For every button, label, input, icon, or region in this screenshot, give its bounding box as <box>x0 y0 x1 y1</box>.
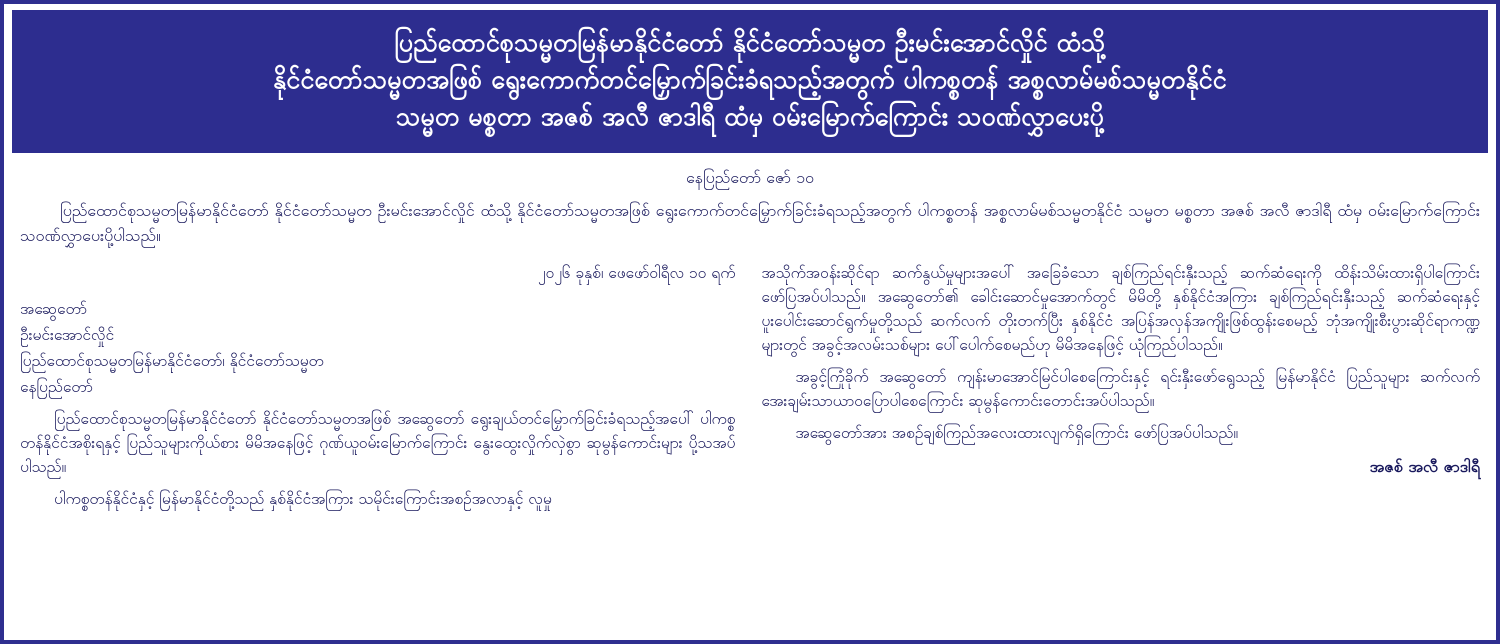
left-paragraph-2-text: ပါကစ္စတန်နိုင်ငံနှင့် မြန်မာနိုင်ငံတို့သည် နှစ်နိုင်ငံအကြား သမိုင်းကြောင်းအစဉ်အလာနှင့် လူမှု <box>54 489 552 508</box>
headline-line-1: ပြည်ထောင်စုသမ္မတမြန်မာနိုင်ငံတော် နိုင်ငံတော်သမ္မတ ဦးမင်းအောင်လှိုင် ထံသို့ <box>394 28 1106 57</box>
body-columns <box>20 261 1480 511</box>
letter-date: ၂၀၂၆ ခုနှစ်၊ ဖေဖော်၀ါရီလ ၁၀ ရက် <box>537 263 736 282</box>
signature-name: အဇစ် အလီ ဇာဒါရီ <box>1369 456 1480 476</box>
lead-text: ပြည်ထောင်စုသမ္မတမြန်မာနိုင်ငံတော် နိုင်ငံတော်သမ္မတ ဦးမင်းအောင်လှိုင် ထံသို့ နိုင်ငံတော်သမ္မတအဖြစ် ရွေးကောက်တင်မြှောက်ခြင်းခံရသည့်အတွက် ပါကစ္စတန် အစ္စလာမ်မစ်သမ္မတနိုင်ငံ သမ္မတ မစ္စတာ အဇစ် အလီ ဇာဒါရီ ထံမှ ဝမ်းမြောက်ကြောင်း သဝဏ်လွှာပေးပို့ပါသည်။ <box>20 201 1480 245</box>
recipient-place: နေပြည်တော် <box>20 377 93 396</box>
headline-line-3: သမ္မတ မစ္စတာ အဇစ် အလီ ဇာဒါရီ ထံမှ ဝမ်းမြောက်ကြောင်း သဝဏ်လွှာပေးပို့ <box>396 102 1104 131</box>
letter-salutation: အဆွေတော် <box>20 299 87 318</box>
right-paragraph-2 <box>761 365 1480 413</box>
recipient-title: ပြည်ထောင်စုသမ္မတမြန်မာနိုင်ငံတော်၊ နိုင်ငံတော်သမ္မတ <box>20 351 324 370</box>
right-paragraph-1-text: အသိုက်အဝန်းဆိုင်ရာ ဆက်နွယ်မှုများအပေါ် အခြေခံသော ချစ်ကြည်ရင်းနှီးသည့် ဆက်ဆံရေးကို ထိန်းသိမ်းထားရှိပါကြောင်း ဖော်ပြအပ်ပါသည်။ အဆွေတော်၏ ခေါင်းဆောင်မှုအောက်တွင် မိမိတို့ နှစ်နိုင်ငံအကြား ချစ်ကြည်ရင်းနှီးသည့် ဆက်ဆံရေးနှင့် ပူးပေါင်းဆောင်ရွက်မှုတို့သည် ဆက်လက် တိုးတက်ပြီး နှစ်နိုင်ငံ အပြန်အလှန်အကျိုးဖြစ်ထွန်းစေမည့် ဘုံအကျိုးစီးပွားဆိုင်ရာကဏ္ဍများတွင် အခွင့်အလမ်းသစ်များ ပေါ်ပေါက်စေမည်ဟု မိမိအနေဖြင့် ယုံကြည်ပါသည်။ <box>761 263 1480 354</box>
right-paragraph-3-text: အဆွေတော်အား အစဉ်ချစ်ကြည်အလေးထားလျက်ရှိကြောင်း ဖော်ပြအပ်ပါသည်။ <box>795 423 1239 442</box>
left-paragraph-2 <box>20 487 735 511</box>
left-column <box>20 261 735 511</box>
recipient-name: ဦးမင်းအောင်လှိုင် <box>20 325 115 344</box>
right-paragraph-2-text: အခွင့်ကြုံခိုက် အဆွေတော် ကျန်းမာအောင်မြင်ပါစေကြောင်းနှင့် ရင်းနှီးဖော်ရွေသည့် မြန်မာနိုင်ငံ ပြည်သူများ ဆက်လက်အေးချမ်းသာယာဝပြောပါစေကြောင်း ဆုမွန်ကောင်းတောင်းအပ်ပါသည်။ <box>761 367 1480 410</box>
headline-banner <box>12 10 1488 153</box>
right-paragraph-1 <box>761 261 1480 357</box>
lead-paragraph <box>20 199 1480 249</box>
right-column <box>761 261 1480 511</box>
right-paragraph-3 <box>761 421 1480 445</box>
headline-line-2: နိုင်ငံတော်သမ္မတအဖြစ် ရွေးကောက်တင်မြှောက်ခြင်းခံရသည့်အတွက် ပါကစ္စတန် အစ္စလာမ်မစ်သမ္မတနိုင်ငံ <box>273 65 1227 94</box>
left-paragraph-1-text: ပြည်ထောင်စုသမ္မတမြန်မာနိုင်ငံတော် နိုင်ငံတော်သမ္မတအဖြစ် အဆွေတော် ရွေးချယ်တင်မြှောက်ခြင်းခံရသည့်အပေါ် ပါကစ္စတန်နိုင်ငံအစိုးရနှင့် ပြည်သူများကိုယ်စား မိမိအနေဖြင့် ဂုဏ်ယူဝမ်းမြောက်ကြောင်း နွေးထွေးလှိုက်လှဲစွာ ဆုမွန်ကောင်းများ ပို့သအပ်ပါသည်။ <box>20 409 736 476</box>
left-paragraph-1 <box>20 407 735 479</box>
dateline: နေပြည်တော် ဇော် ၁၀ <box>685 168 815 187</box>
